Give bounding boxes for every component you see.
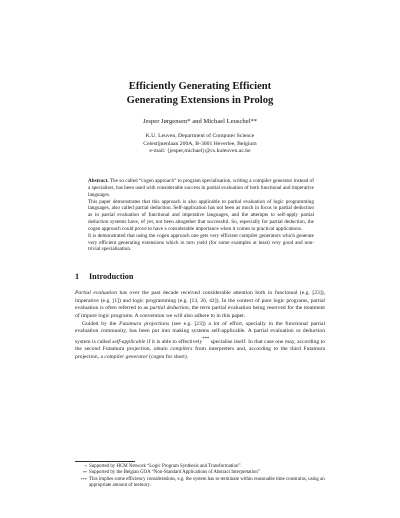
term-partial-evaluation: Partial evaluation: [75, 290, 117, 296]
intro-p2-text-a: Guided by the: [82, 320, 120, 327]
intro-p1-text-b: , the term partial evaluation being reserved for the treatment of impure logic programs. A convention we will also adhere to in this paper.: [75, 305, 325, 319]
footnote-mark: ***: [80, 476, 87, 482]
intro-p2-text-f: (cogen for short).: [147, 354, 189, 361]
intro-paragraph-2: [75, 321, 325, 362]
footnote-text: Supported by the Belgian GOA “Non-Standard Applications of Abstract Interpretation”: [89, 470, 260, 476]
paper-title: [0, 80, 400, 108]
intro-p2-text-d: specialise itself. In that case one may, according to the second Futamura projection, obtain: [75, 338, 325, 353]
title-line-1: Efficiently Generating Efficient: [128, 81, 272, 92]
abstract-label: Abstract.: [88, 178, 109, 184]
authors: Jesper Jørgensen* and Michael Leuschel**: [142, 118, 258, 125]
footnote-mark: **: [82, 470, 87, 476]
abstract: [88, 178, 314, 253]
section-heading: [75, 272, 133, 282]
abstract-paragraph-3: It is demonstrated that using the cogen approach one gets very efficient compiler generators which generate very efficient generating extensions which in turn yield (for some examples at least) very good and non-trivial specialisation.: [88, 232, 314, 253]
term-futamura-projections: Futamura projections: [119, 320, 170, 327]
intro-p2-text-e: from interpreters and, according to the third Futamura projection, a: [75, 346, 325, 361]
term-compilers: compilers: [170, 346, 193, 353]
abstract-paragraph-1: [88, 178, 314, 199]
intro-p1-text-a: has over the past decade received considerable attention both in functional (e.g. [23]), imperative (e.g. [1]) and logic programming (e.g. [13, 26, 42]). In the context of pure logic programs, partial evaluation is often referred to as: [75, 290, 325, 312]
footnote-mark: *: [84, 464, 87, 469]
footnote-text: Supported by HCM Network “Logic Program Synthesis and Transformation”.: [89, 464, 242, 469]
affiliation-dept: K.U. Leuven, Department of Computer Science: [145, 133, 255, 139]
footnote-item: [75, 477, 327, 490]
term-partial-deduction: partial deduction: [149, 305, 189, 312]
affiliation: [0, 133, 400, 156]
footnote-text: This implies some efficiency considerations, e.g. the system has to terminate within reasonable time constrains, using an appropriate amount of memory.: [89, 476, 325, 488]
title-line-2: Generating Extensions in Prolog: [126, 95, 274, 106]
term-self-applicable: self-applicable: [112, 338, 146, 345]
section-title: Introduction: [89, 272, 134, 281]
intro-p2-text-c: if it is able to effectively: [145, 338, 203, 345]
footnote-ref-3: ***: [202, 336, 210, 342]
section-number: 1: [75, 272, 80, 281]
abstract-p1-text: The so called “cogen approach” to program specialisation, writing a compiler generator instead of a specialiser, has been used with considerable success in partial evaluation of both functional and imperative languages.: [88, 178, 315, 198]
term-compiler-generator: compiler generator: [104, 354, 148, 361]
footnotes: [75, 464, 327, 489]
affiliation-address: Celestijnenlaan 200A, B-3001 Heverlee, Belgium: [143, 140, 257, 147]
footnote-rule: [75, 461, 135, 462]
abstract-paragraph-2: This paper demonstrates that this approach is also applicable to partial evaluation of logic programming languages, also called partial deduction. Self-application has not been as much in focus in partial deduction as in partial evaluation of functional and imperative languages, and the attempts to self-apply partial deduction systems have, of yet, not been altogether that successful. So, especially for partial deduction, the cogen approach could prove to have a considerable importance when it comes to practical applications.: [88, 198, 314, 232]
intro-p2-text-b: (see e.g. [23]) a lot of effort, specially in the functional partial evaluation community, has been put into making systems self-applicable. A partial evaluation or deduction system is called: [75, 320, 325, 345]
affiliation-email: e-mail: {jesper,michael}@cs.kuleuven.ac.be: [149, 148, 251, 155]
intro-paragraph-1: [75, 290, 325, 321]
introduction-body: [75, 290, 325, 362]
